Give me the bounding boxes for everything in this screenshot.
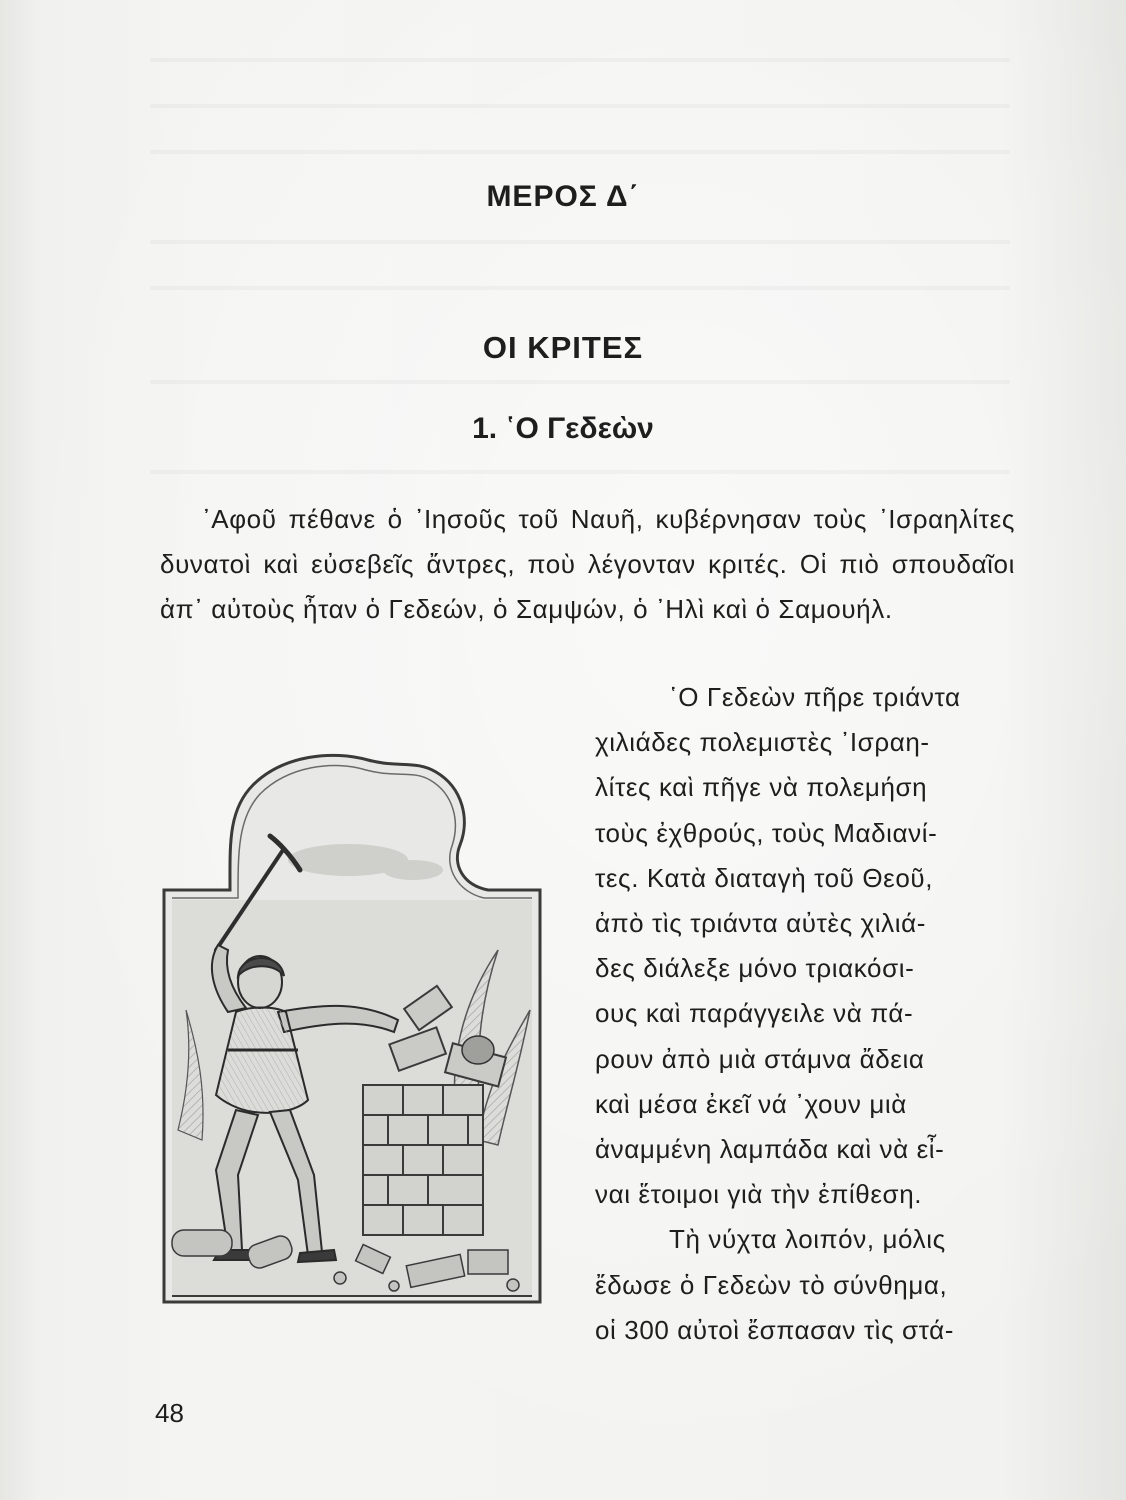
side-line: ναι ἕτοιμοι γιὰ τὴν ἐπίθεση.	[595, 1179, 923, 1210]
altar-shape	[363, 1085, 483, 1235]
bleed-through-line	[150, 470, 1010, 474]
gideon-illustration	[158, 750, 544, 1310]
side-line: δες διάλεξε μόνο τριακόσι-	[595, 953, 915, 984]
intro-paragraph: ᾽Αφοῦ πέθανε ὁ ᾽Ιησοῦς τοῦ Ναυῆ, κυβέρνησαν τοὺς ᾽Ισραηλίτες δυνατοὶ καὶ εὐσεβεῖς ἄντρες, ποὺ λέγονταν κριτές. Οἱ πιὸ σπουδαῖοι ἀπ᾽ αὐτοὺς ἦταν ὁ Γεδεών, ὁ Σαμψών, ὁ ᾽Ηλὶ καὶ ὁ Σαμουήλ.	[160, 504, 1015, 624]
chapter-heading: ΟΙ ΚΡΙΤΕΣ	[482, 330, 644, 365]
bleed-through-line	[150, 380, 1010, 384]
side-line: χιλιάδες πολεμιστὲς ᾽Ισραη-	[595, 727, 930, 758]
side-line: τοὺς ἐχθρούς, τοὺς Μαδιανί-	[595, 817, 938, 848]
idol-head	[462, 1036, 494, 1064]
side-column-text	[595, 675, 1025, 1353]
bleed-through-line	[150, 240, 1010, 244]
section-heading: 1. ῾Ο Γεδεὼν	[472, 412, 654, 445]
side-line: οἱ 300 αὐτοὶ ἔσπασαν τὶς στά-	[595, 1314, 955, 1345]
bleed-through-line	[150, 58, 1010, 62]
side-line: ρουν ἀπὸ μιὰ στάμνα ἄδεια	[595, 1043, 925, 1074]
side-line: ἀναμμένη λαμπάδα καὶ νὰ εἶ-	[595, 1134, 945, 1165]
side-line: καὶ μέσα ἐκεῖ νά ᾽χουν μιὰ	[595, 1088, 907, 1119]
side-line: Τὴ νύχτα λοιπόν, μόλις	[669, 1224, 946, 1255]
side-line: ους καὶ παράγγειλε νὰ πά-	[595, 998, 914, 1029]
side-line: ῾Ο Γεδεὼν πῆρε τριάντα	[669, 682, 961, 712]
page-number: 48	[155, 1398, 184, 1428]
intro-paragraph-block	[160, 497, 1015, 632]
bleed-through-line	[150, 286, 1010, 290]
cloud-shape	[383, 860, 443, 880]
side-line: ἀπὸ τὶς τριάντα αὐτὲς χιλιά-	[595, 908, 927, 939]
bleed-through-line	[150, 150, 1010, 154]
side-line: ἔδωσε ὁ Γεδεὼν τὸ σύνθημα,	[595, 1269, 948, 1300]
side-line: τες. Κατὰ διαταγὴ τοῦ Θεοῦ,	[595, 862, 934, 893]
bleed-through-line	[150, 104, 1010, 108]
part-heading: ΜΕΡΟΣ Δ΄	[486, 180, 640, 213]
side-line: λίτες καὶ πῆγε νὰ πολεμήση	[595, 772, 928, 803]
